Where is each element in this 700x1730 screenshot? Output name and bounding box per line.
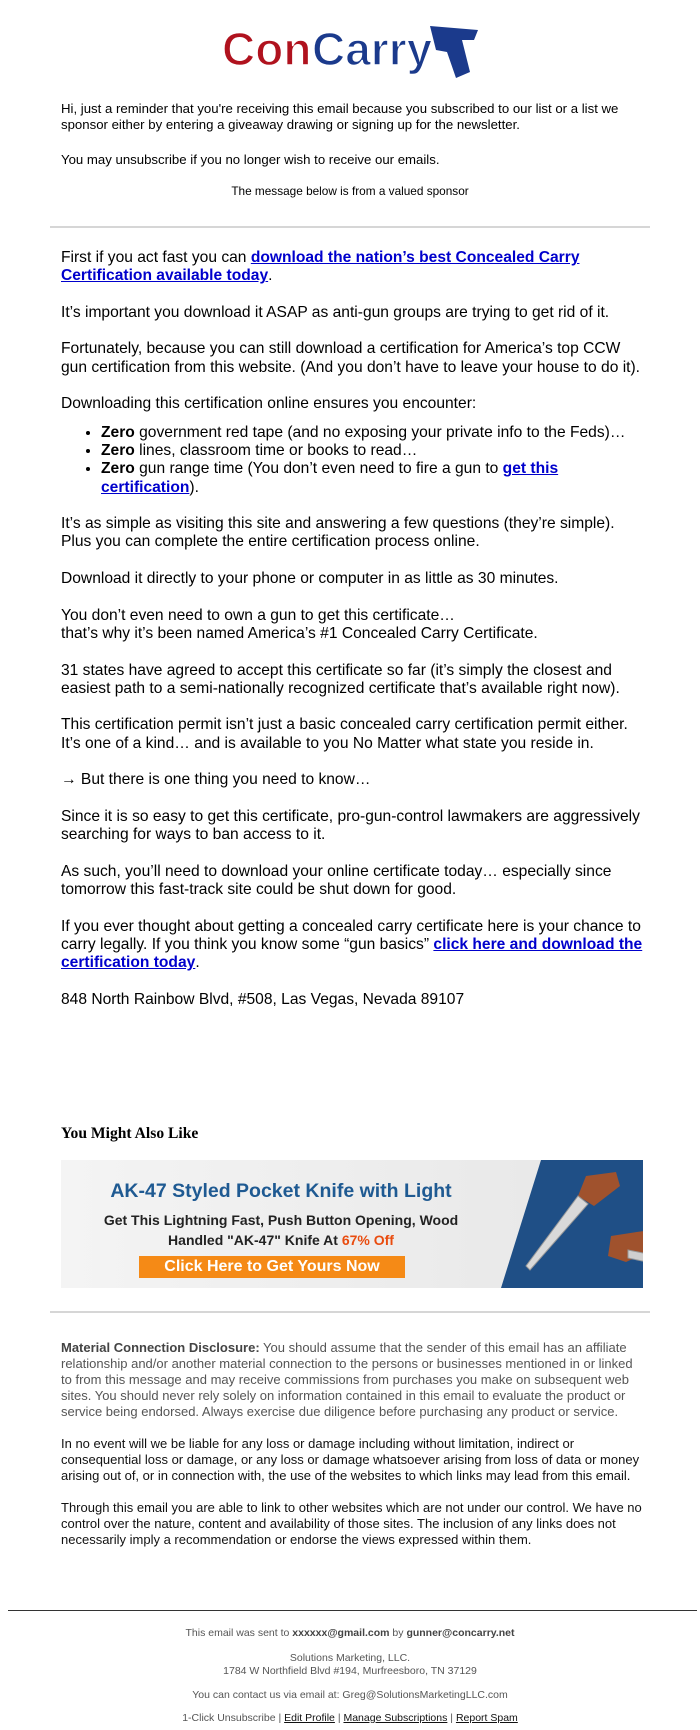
logo-text-carry: Carry bbox=[312, 23, 433, 75]
pistol-icon bbox=[430, 26, 478, 78]
liability-disclaimer: In no event will we be liable for any loss or damage including without limitation, indirect or consequential loss or damage, or any loss or damage whatsoever arising from loss of data or money arising out of, or in connection with, the use of the websites to which links may lead from this email. bbox=[61, 1436, 640, 1483]
paragraph-10: → But there is one thing you need to know… bbox=[61, 771, 371, 789]
knife-icon bbox=[516, 1166, 643, 1286]
disclosure-section bbox=[61, 1340, 646, 1564]
company-address: 1784 W Northfield Blvd #194, Murfreesboro, TN 37129 bbox=[223, 1665, 477, 1677]
click-here-download-link[interactable]: click here and download the certification today bbox=[61, 935, 643, 972]
paragraph-11: Since it is so easy to get this certificate, pro-gun-control lawmakers are aggressively searching for ways to ban access to it. bbox=[61, 807, 640, 844]
intro-unsubscribe bbox=[61, 152, 641, 168]
divider bbox=[50, 226, 650, 228]
paragraph-7: You don’t even need to own a gun to get this certificate… that’s why it’s been named America’s #1 Concealed Carry Certificate. bbox=[61, 606, 538, 642]
get-certification-link[interactable]: get this certification bbox=[101, 460, 559, 496]
you-might-also-like-heading: You Might Also Like bbox=[61, 1125, 199, 1142]
paragraph-9: This certification permit isn’t just a basic concealed carry certification permit either. It’s one of a kind… and is available to you No Matter what state you reside in. bbox=[61, 716, 628, 752]
unsubscribe-link[interactable]: 1-Click Unsubscribe bbox=[182, 1712, 276, 1724]
report-spam-link[interactable]: Report Spam bbox=[455, 1712, 518, 1724]
manage-subscriptions-link[interactable]: Manage Subscriptions bbox=[343, 1712, 448, 1724]
list-item: • Zero lines, classroom time or books to read… bbox=[101, 442, 649, 460]
paragraph-1: First if you act fast you can download the nation’s best Concealed Carry Certification available today. bbox=[61, 249, 580, 285]
banner-title: AK-47 Styled Pocket Knife with Light bbox=[110, 1180, 452, 1202]
reminder-text: Hi, just a reminder that you're receiving this email because you subscribed to our list or a list we sponsor either by entering a giveaway drawing or signing up for the newsletter. bbox=[61, 101, 619, 132]
footer-divider bbox=[8, 1610, 697, 1611]
paragraph-6: Download it directly to your phone or computer in as little as 30 minutes. bbox=[61, 570, 559, 588]
contact-line: You can contact us via email at: Greg@SolutionsMarketingLLC.com bbox=[192, 1689, 508, 1701]
sent-to-line: This email was sent to xxxxxx@gmail.com by gunner@concarry.net bbox=[185, 1627, 515, 1639]
banner-line-2: Handled "AK-47" Knife At 67% Off bbox=[168, 1232, 394, 1248]
divider bbox=[50, 1311, 650, 1313]
logo-graphic bbox=[0, 10, 700, 90]
material-connection-disclosure: Material Connection Disclosure: You should assume that the sender of this email has an affiliate relationship and/or another material connection to the persons or businesses mentioned in or linked to from this message and may receive commissions from purchases you make on subsequent web sites. You should never rely solely on information contained in this email to evaluate the product or service being endorsed. Always exercise due diligence before purchasing any product or service. bbox=[61, 1340, 633, 1419]
unsubscribe-note: You may unsubscribe if you no longer wish to receive our emails. bbox=[61, 152, 440, 167]
paragraph-5: It’s as simple as visiting this site and answering a few questions (they’re simple). Plus you can complete the entire certification process online. bbox=[61, 515, 615, 551]
edit-profile-link[interactable]: Edit Profile bbox=[284, 1712, 335, 1724]
concarry-logo[interactable] bbox=[0, 10, 700, 90]
banner-line-1: Get This Lightning Fast, Push Button Opening, Wood bbox=[103, 1212, 459, 1228]
benefits-list bbox=[61, 424, 649, 497]
address: 848 North Rainbow Blvd, #508, Las Vegas, Nevada 89107 bbox=[61, 990, 465, 1008]
sponsor-note: The message below is from a valued sponsor bbox=[231, 184, 469, 198]
paragraph-2: It’s important you download it ASAP as anti-gun groups are trying to get rid of it. bbox=[61, 303, 610, 321]
logo-text-con: Con bbox=[222, 23, 312, 75]
banner-cta-button[interactable]: Click Here to Get Yours Now bbox=[139, 1256, 405, 1278]
paragraph-13: If you ever thought about getting a concealed carry certificate here is your chance to carry legally. If you think you know some “gun basics” click here and download the certification today. bbox=[61, 917, 643, 972]
paragraph-3: Fortunately, because you can still download a certification for America’s top CCW gun certification from this website. (And you don’t have to leave your house to do it). bbox=[61, 340, 641, 376]
paragraph-4: Downloading this certification online ensures you encounter: bbox=[61, 395, 477, 413]
list-item: • Zero gun range time (You don’t even need to fire a gun to get this certification). bbox=[101, 460, 649, 497]
paragraph-8: 31 states have agreed to accept this certificate so far (it’s simply the closest and easiest path to a semi-nationally recognized certificate that’s available right now). bbox=[61, 661, 620, 697]
footer-links: 1-Click Unsubscribe | Edit Profile | Manage Subscriptions | Report Spam bbox=[182, 1712, 518, 1724]
paragraph-12: As such, you’ll need to download your online certificate today… especially since tomorrow this fast-track site could be shut down for good. bbox=[61, 862, 612, 899]
download-certification-link[interactable]: download the nation’s best Concealed Carry Certification available today bbox=[61, 249, 580, 285]
external-links-disclaimer: Through this email you are able to link to other websites which are not under our control. We have no control over the nature, content and availability of those sites. The inclusion of any links does not necessarily imply a recommendation or endorse the views expressed within them. bbox=[61, 1500, 642, 1547]
email-body bbox=[61, 249, 649, 1027]
knife-ad-banner[interactable] bbox=[61, 1160, 643, 1288]
list-item: • Zero government red tape (and no exposing your private info to the Feds)… bbox=[101, 424, 649, 442]
company-name: Solutions Marketing, LLC. bbox=[289, 1652, 411, 1664]
intro-reminder bbox=[61, 101, 641, 133]
